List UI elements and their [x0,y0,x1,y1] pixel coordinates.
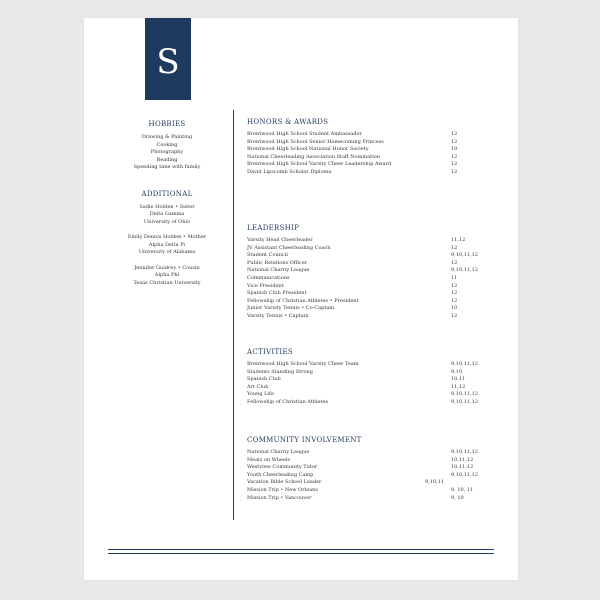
table-row [247,245,487,253]
row-item: National Charity League [247,449,310,455]
hobbies-list [104,134,230,172]
footer-rule [108,549,494,550]
table-row [247,391,487,399]
row-years: 12 [451,297,458,304]
additional-line: Sadie Holden • Sister [139,203,195,210]
row-years: 10 [451,305,458,312]
row-item: Spanish Club [247,376,281,383]
row-years: 10,11 [451,376,466,383]
section-honors-awards [247,118,487,177]
row-years: 10,11,12 [451,456,474,463]
table-row [247,479,487,487]
row-item: Fellowship of Christian Athletes • President [247,297,359,304]
row-item: Varsity Tennis • Captain [247,312,309,319]
table-row [247,283,487,291]
row-item: Youth Cheerleading Camp [247,471,314,478]
table-row [247,154,487,162]
table-row [247,472,487,480]
table-row [247,384,487,392]
row-years: 9, 10, 11 [451,486,474,493]
row-years: 9,10,11,12 [451,361,479,367]
additional-line: Texas Christian University [133,279,201,286]
table-row [247,267,487,275]
row-years: 11,12 [451,383,466,390]
row-item: Brentwood High School Student Ambassador [247,131,362,137]
left-column [104,120,230,291]
table-row [247,399,487,407]
table-row [247,457,487,465]
row-years: 11 [451,274,458,281]
row-item: David Lipscomb Scholar Diploma [247,168,332,175]
table-row [247,361,487,369]
row-item: Student Council [247,252,288,259]
row-years: 9,10,11 [425,479,445,486]
row-item: Brentwood High School Varsity Cheer Leadership Award [247,161,392,168]
row-item: National Charity League [247,267,310,274]
monogram-letter: S [156,42,180,82]
table-row [247,449,487,457]
row-item: Communications [247,274,290,281]
resume-page [84,18,518,580]
hobby-item: Reading [156,156,178,163]
table-row [247,298,487,306]
hobbies-heading: HOBBIES [148,120,186,128]
additional-group [104,234,230,257]
table-row [247,313,487,321]
row-item: Brentwood High School Varsity Cheer Team [247,361,359,367]
additional-line: University of Alabama [138,249,196,255]
table-row [247,260,487,268]
additional-line: Emily Dennis Holden • Mother [127,234,207,240]
hobby-item: Drawing & Painting [141,134,193,140]
table-row [247,464,487,472]
hobby-item: Spending time with family [133,164,201,170]
section-heading: ACTIVITIES [247,348,294,356]
vertical-divider [233,110,234,520]
hobby-item: Photography [150,149,184,155]
row-item: National Cheerleading Association Staff Nomination [247,153,380,160]
row-years: 9,10,11,12 [451,449,479,455]
row-item: Students Standing Strong [247,368,313,375]
row-years: 9, 10 [451,494,464,501]
table-row [247,252,487,260]
additional-line: Delta Gamma [149,211,185,217]
table-row [247,146,487,154]
row-years: 9,10,11,12 [451,471,479,478]
section-community-involvement [247,436,487,502]
row-item: Mission Trip • Vancouver [247,494,312,501]
row-years: 11,12 [451,237,466,243]
row-years: 12 [451,153,458,160]
section-heading: HONORS & AWARDS [247,118,329,126]
row-item: Brentwood High School Senior Homecoming Princess [247,138,384,145]
section-leadership [247,224,487,321]
table-row [247,275,487,283]
section-heading: LEADERSHIP [247,224,300,232]
table-row [247,495,487,503]
row-item: JV Assistant Cheerleading Coach [247,244,331,251]
row-years: 9,10,11,12 [451,391,479,398]
table-row [247,376,487,384]
row-years: 9,10,11,12 [451,252,479,259]
table-row [247,305,487,313]
section-activities [247,348,487,407]
row-years: 12 [451,259,458,266]
row-years: 9,10,11,12 [451,398,479,405]
row-years: 12 [451,244,458,251]
row-years: 12 [451,131,458,137]
row-item: Junior Varsity Tennis • Co-Captain [247,305,335,312]
row-years: 10,11,12 [451,464,474,471]
row-item: Mission Trip • New Orleans [247,486,318,493]
additional-group [104,204,230,227]
row-item: Young Life [247,391,274,398]
table-row [247,169,487,177]
table-row [247,131,487,139]
row-item: Vacation Bible School Leader [247,479,322,486]
row-item: Spanish Club President [247,290,307,297]
additional-line: Jennifer Guidrey • Cousin [134,264,200,271]
section-heading: COMMUNITY INVOLVEMENT [247,436,362,444]
row-years: 9,10 [451,368,463,375]
table-row [247,161,487,169]
row-item: Varsity Head Cheerleader [247,237,313,243]
row-item: Public Relations Officer [247,259,308,266]
row-item: Art Club [247,383,269,390]
row-years: 12 [451,282,458,289]
additional-heading: ADDITIONAL [141,189,193,198]
monogram-block [145,18,191,100]
table-row [247,290,487,298]
row-years: 12 [451,290,458,297]
row-years: 12 [451,161,458,168]
row-years: 12 [451,168,458,175]
row-years: 12 [451,312,458,319]
row-years: 12 [451,138,458,145]
additional-group [104,265,230,288]
row-years: 10 [451,146,458,153]
row-item: Vice President [247,282,284,289]
hobby-item: Cooking [156,141,178,148]
row-item: Brentwood High School National Honor Society [247,146,369,153]
table-row [247,139,487,147]
additional-line: University of Ohio [143,218,191,225]
row-years: 9,10,11,12 [451,267,479,274]
table-row [247,237,487,245]
row-item: Meals on Wheels [247,456,291,463]
table-row [247,369,487,377]
additional-line: Alpha Delta Pi [148,241,186,248]
additional-line: Alpha Phi [154,272,180,278]
row-item: Westview Community Tutor [247,464,318,471]
footer-rule [108,553,494,554]
row-item: Fellowship of Christian Athletes [247,398,329,405]
table-row [247,487,487,495]
